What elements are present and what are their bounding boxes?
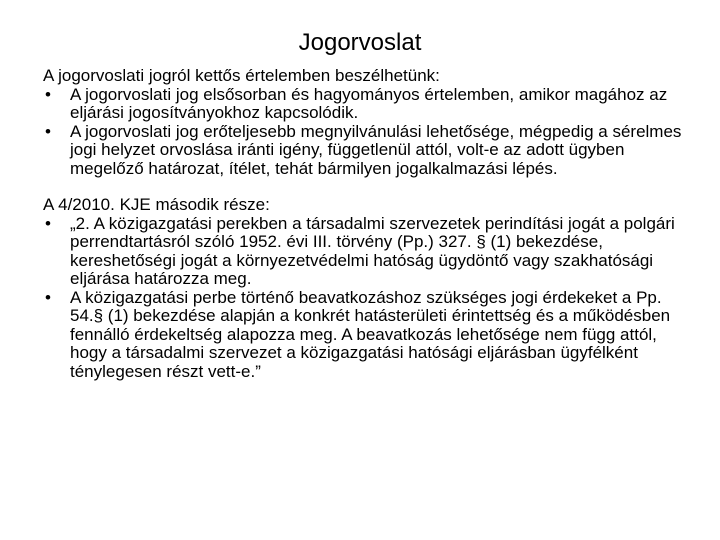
section2-bullet-item — [43, 289, 683, 382]
section2-bullet-list — [43, 215, 683, 382]
section1-lead: A jogorvoslati jogról kettős értelemben beszélhetünk: — [43, 66, 440, 85]
section-spacer — [43, 178, 683, 196]
section1-bullet-item — [43, 123, 683, 179]
section1-bullet-item — [43, 86, 683, 123]
bullet-icon: • — [45, 213, 51, 233]
bullet-icon: • — [45, 287, 51, 307]
slide-title: Jogorvoslat — [298, 29, 422, 56]
bullet-icon: • — [45, 84, 51, 104]
bullet-text: A közigazgatási perbe történő beavatkozáshoz szükséges jogi érdekeket a Pp. 54.§ (1) bekezdése alapján a konkrét hatásterületi érintettség és a működésben fennálló érdekeltség alapozza meg. A beavatkozás lehetősége nem függ attól, hogy a társadalmi szervezet a közigazgatási hatósági eljárásban ügyfélként ténylegesen részt vett-e.” — [70, 287, 671, 381]
slide-content — [43, 67, 683, 381]
section1-bullet-list — [43, 86, 683, 179]
section2-lead: A 4/2010. KJE második része: — [43, 195, 270, 214]
bullet-icon: • — [45, 121, 51, 141]
bullet-text: A jogorvoslati jog elsősorban és hagyományos értelemben, amikor magához az eljárási jogosítványokhoz kapcsolódik. — [70, 84, 668, 122]
bullet-text: A jogorvoslati jog erőteljesebb megnyilvánulási lehetősége, mégpedig a sérelmes jogi helyzet orvoslása iránti igény, függetlenül attól, volt-e az adott ügyben megelőző határozat, ítélet, tehát bármilyen jogalkalmazási lépés. — [70, 121, 682, 178]
section2-bullet-item — [43, 215, 683, 289]
bullet-text: „2. A közigazgatási perekben a társadalmi szervezetek perindítási jogát a polgári perrendtartásról szóló 1952. évi III. törvény (Pp.) 327. § (1) bekezdése, kereshetőségi jogát a környezetvédelmi hatóság ügydöntő vagy szakhatósági eljárása határozza meg. — [70, 213, 675, 288]
